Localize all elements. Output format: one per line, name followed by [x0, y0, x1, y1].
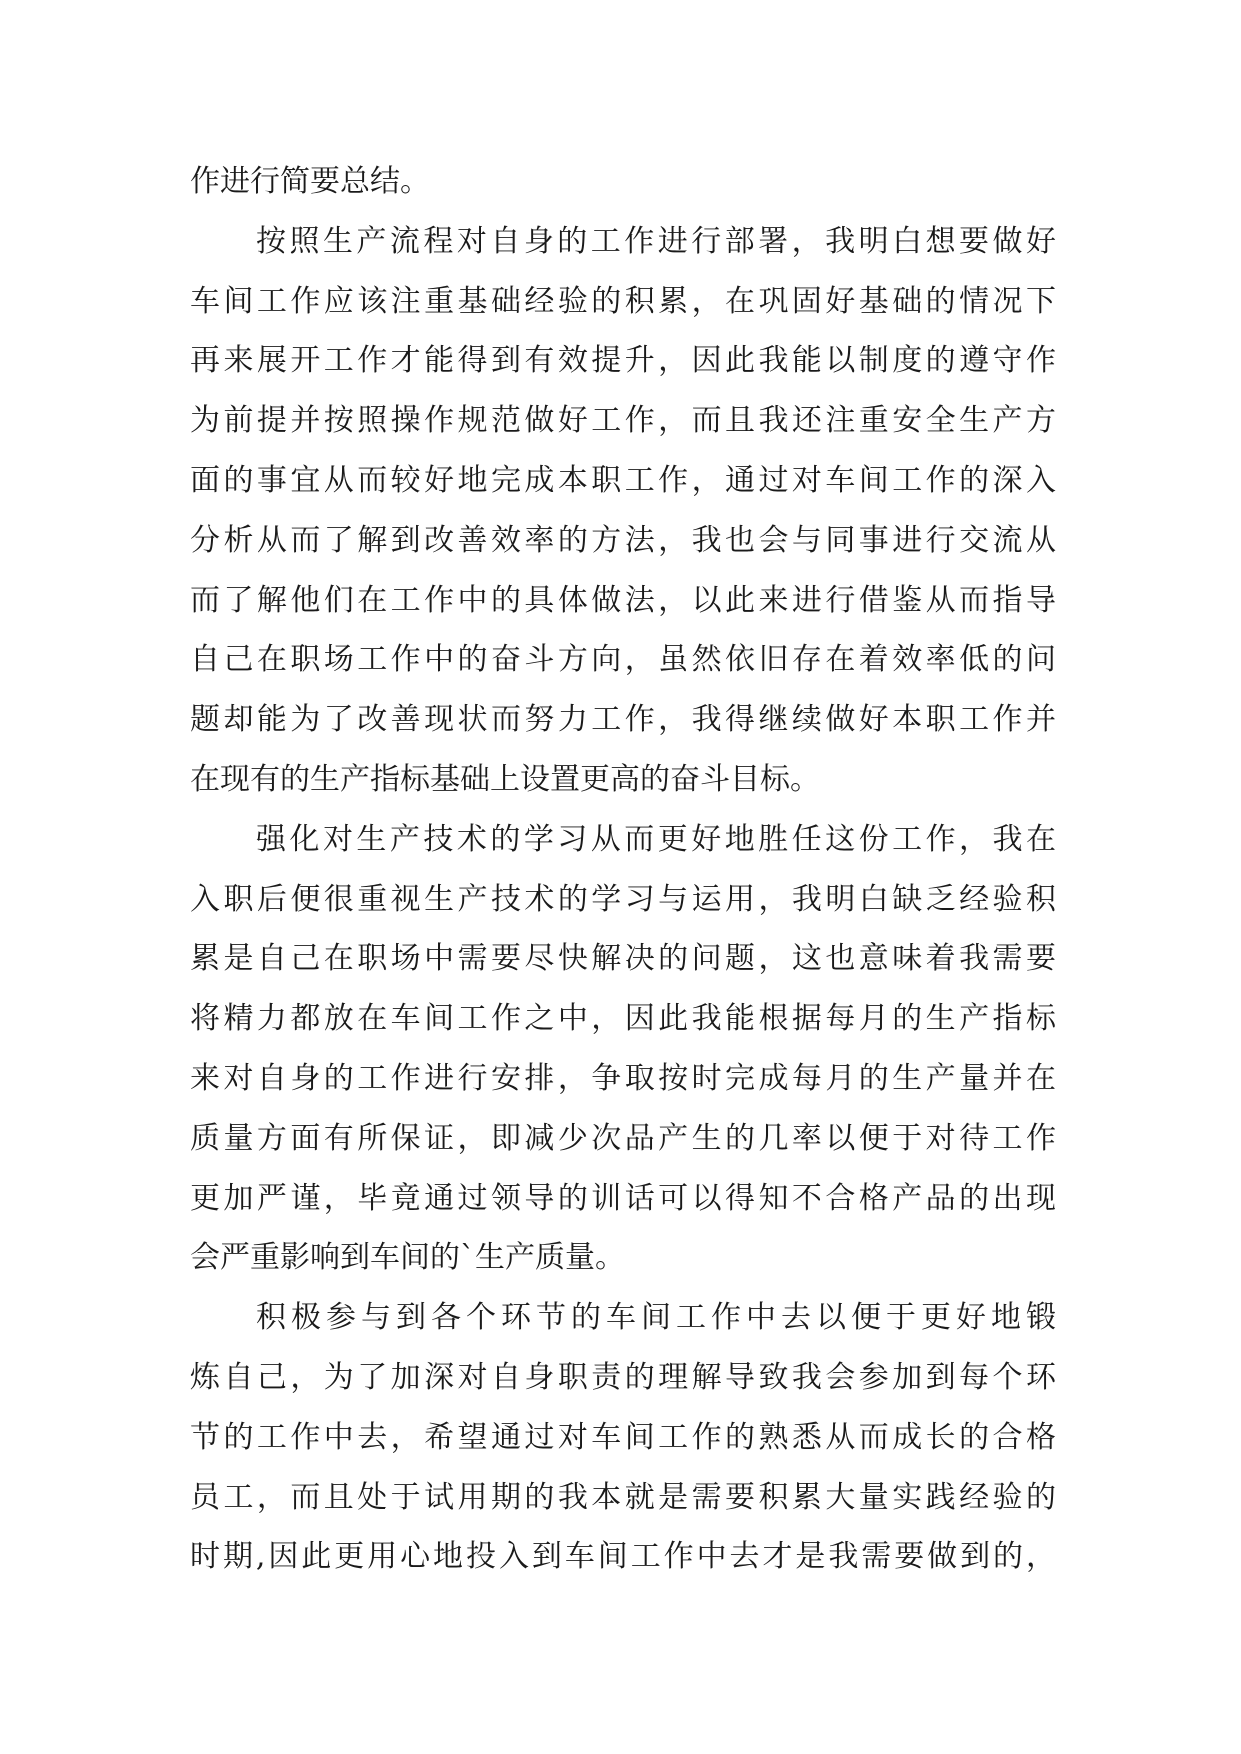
paragraph [190, 1288, 1056, 1587]
text-line: 在现有的生产指标基础上设置更高的奋斗目标。 [190, 761, 820, 797]
text-line: 面的事宜从而较好地完成本职工作，通过对车间工作的深入 [190, 462, 1056, 498]
text-line: 分析从而了解到改善效率的方法，我也会与同事进行交流从 [190, 522, 1056, 558]
text-line: 员工，而且处于试用期的我本就是需要积累大量实践经验的 [190, 1479, 1056, 1515]
document-body [190, 152, 1056, 1587]
text-line: 质量方面有所保证，即减少次品产生的几率以便于对待工作 [190, 1120, 1056, 1156]
text-line: 积极参与到各个环节的车间工作中去以便于更好地锻 [256, 1300, 1056, 1336]
paragraph [190, 152, 1056, 212]
text-line: 炼自己，为了加深对自身职责的理解导致我会参加到每个环 [190, 1359, 1056, 1395]
text-line: 自己在职场工作中的奋斗方向，虽然依旧存在着效率低的问 [190, 642, 1056, 678]
paragraph [190, 212, 1056, 810]
text-line: 而了解他们在工作中的具体做法，以此来进行借鉴从而指导 [190, 582, 1056, 618]
text-line: 节的工作中去，希望通过对车间工作的熟悉从而成长的合格 [190, 1419, 1056, 1455]
text-line: 时期,因此更用心地投入到车间工作中去才是我需要做到的， [190, 1539, 1056, 1575]
text-line: 将精力都放在车间工作之中，因此我能根据每月的生产指标 [190, 1001, 1056, 1037]
paragraph [190, 810, 1056, 1288]
text-line: 会严重影响到车间的`生产质量。 [190, 1240, 625, 1276]
text-line: 更加严谨，毕竟通过领导的训话可以得知不合格产品的出现 [190, 1180, 1056, 1216]
text-line: 累是自己在职场中需要尽快解决的问题，这也意味着我需要 [190, 941, 1056, 977]
text-line: 车间工作应该注重基础经验的积累，在巩固好基础的情况下 [190, 283, 1056, 319]
text-line: 再来展开工作才能得到有效提升，因此我能以制度的遵守作 [190, 343, 1056, 379]
text-line: 题却能为了改善现状而努力工作，我得继续做好本职工作并 [190, 702, 1056, 738]
text-line: 入职后便很重视生产技术的学习与运用，我明白缺乏经验积 [190, 881, 1056, 917]
text-line: 按照生产流程对自身的工作进行部署，我明白想要做好 [256, 223, 1056, 259]
text-line: 作进行简要总结。 [190, 164, 430, 199]
text-line: 来对自身的工作进行安排，争取按时完成每月的生产量并在 [190, 1060, 1056, 1096]
text-line: 强化对生产技术的学习从而更好地胜任这份工作，我在 [256, 821, 1056, 857]
text-line: 为前提并按照操作规范做好工作，而且我还注重安全生产方 [190, 403, 1056, 439]
